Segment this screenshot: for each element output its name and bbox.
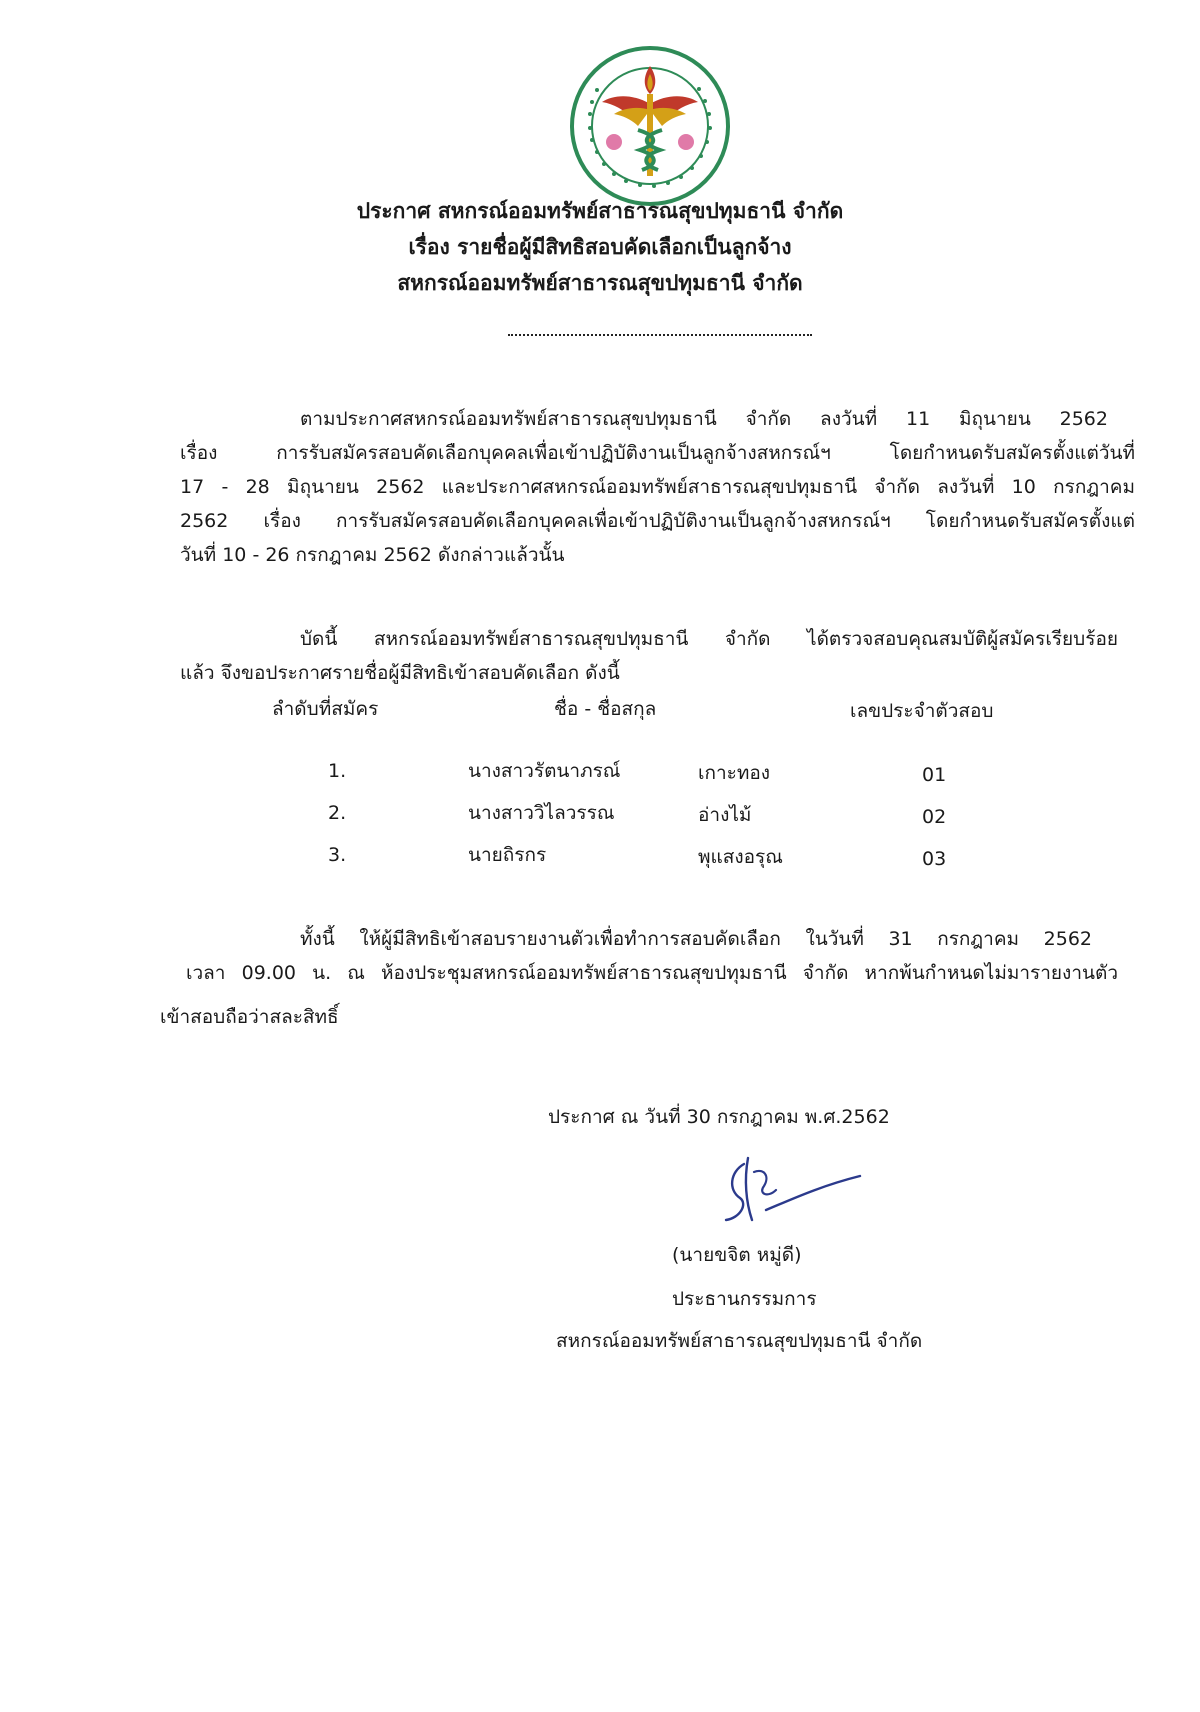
paragraph1-line: วันที่ 10 - 26 กรกฎาคม 2562 ดังกล่าวแล้วนั้น xyxy=(180,544,565,566)
table-row-order: 3. xyxy=(328,844,347,866)
paragraph3-line: ทั้งนี้ ให้ผู้มีสิทธิเข้าสอบรายงานตัวเพื่อทำการสอบคัดเลือก ในวันที่ 31 กรกฎาคม 2562 xyxy=(300,928,1092,950)
paragraph3-line: เวลา 09.00 น. ณ ห้องประชุมสหกรณ์ออมทรัพย์สาธารณสุขปทุมธานี จำกัด หากพ้นกำหนดไม่มารายงานตัว xyxy=(186,962,1118,984)
table-header-exam-id: เลขประจำตัวสอบ xyxy=(850,700,994,722)
paragraph3-line: เข้าสอบถือว่าสละสิทธิ์ xyxy=(160,1006,339,1028)
announcement-date: ประกาศ ณ วันที่ 30 กรกฎาคม พ.ศ.2562 xyxy=(548,1106,890,1128)
header-title-line1: ประกาศ สหกรณ์ออมทรัพย์สาธารณสุขปทุมธานี จำกัด xyxy=(356,199,844,223)
paragraph1-line: 2562 เรื่อง การรับสมัครสอบคัดเลือกบุคคลเพื่อเข้าปฏิบัติงานเป็นลูกจ้างสหกรณ์ฯ โดยกำหนดรับสมัครตั้งแต่ xyxy=(180,510,1135,532)
paragraph1-line: เรื่อง การรับสมัครสอบคัดเลือกบุคคลเพื่อเข้าปฏิบัติงานเป็นลูกจ้างสหกรณ์ฯ โดยกำหนดรับสมัครตั้งแต่วันที่ xyxy=(180,442,1135,464)
table-row-exam-id: 03 xyxy=(922,848,947,870)
paragraph1-line: ตามประกาศสหกรณ์ออมทรัพย์สาธารณสุขปทุมธานี จำกัด ลงวันที่ 11 มิถุนายน 2562 xyxy=(300,408,1108,430)
header-title-line2: เรื่อง รายชื่อผู้มีสิทธิสอบคัดเลือกเป็นลูกจ้าง xyxy=(408,235,792,259)
table-row-last-name: เกาะทอง xyxy=(698,762,771,784)
table-row-first-name: นางสาววิไลวรรณ xyxy=(468,802,615,824)
table-row-exam-id: 02 xyxy=(922,806,947,828)
table-header-order: ลำดับที่สมัคร xyxy=(272,698,379,720)
cooperative-emblem-icon xyxy=(568,44,732,208)
paragraph2-line: บัดนี้ สหกรณ์ออมทรัพย์สาธารณสุขปทุมธานี จำกัด ได้ตรวจสอบคุณสมบัติผู้สมัครเรียบร้อย xyxy=(300,628,1118,650)
table-row-last-name: พุแสงอรุณ xyxy=(698,846,783,868)
table-row-first-name: นางสาวรัตนาภรณ์ xyxy=(468,760,621,782)
paragraph2-line: แล้ว จึงขอประกาศรายชื่อผู้มีสิทธิเข้าสอบคัดเลือก ดังนี้ xyxy=(180,662,620,684)
table-row-order: 1. xyxy=(328,760,347,782)
paragraph1-line: 17 - 28 มิถุนายน 2562 และประกาศสหกรณ์ออมทรัพย์สาธารณสุขปทุมธานี จำกัด ลงวันที่ 10 กรกฎาคม xyxy=(180,476,1135,498)
table-row-last-name: อ่างไม้ xyxy=(698,804,752,826)
table-row-first-name: นายถิรกร xyxy=(468,844,547,866)
signer-organization: สหกรณ์ออมทรัพย์สาธารณสุขปทุมธานี จำกัด xyxy=(556,1330,923,1352)
handwritten-signature-icon xyxy=(710,1150,880,1228)
table-header-name: ชื่อ - ชื่อสกุล xyxy=(554,698,657,720)
table-row-exam-id: 01 xyxy=(922,764,947,786)
signer-name: (นายขจิต หมู่ดี) xyxy=(672,1244,802,1266)
header-divider xyxy=(508,334,812,336)
table-row-order: 2. xyxy=(328,802,347,824)
header-title-line3: สหกรณ์ออมทรัพย์สาธารณสุขปทุมธานี จำกัด xyxy=(397,271,803,295)
signer-position: ประธานกรรมการ xyxy=(672,1288,817,1310)
